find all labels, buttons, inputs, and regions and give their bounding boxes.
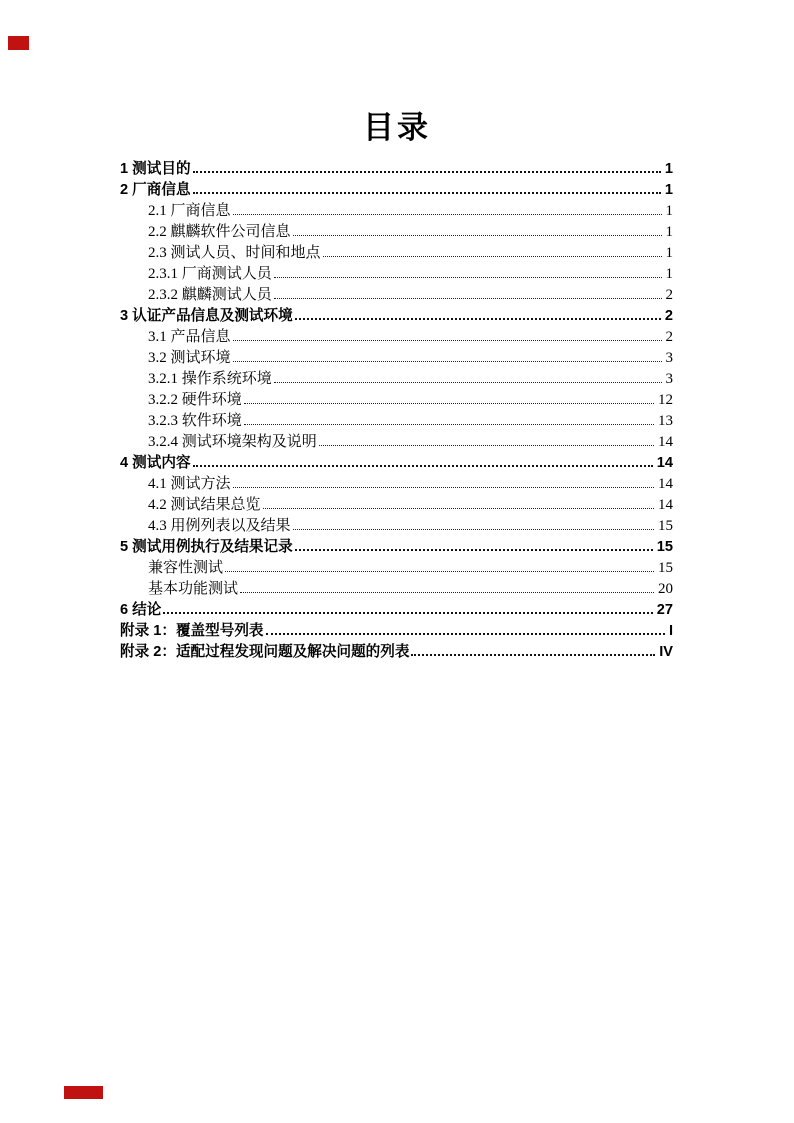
toc-entry-page-number: 15	[658, 560, 673, 576]
toc-entry-page-number: 12	[658, 392, 673, 408]
red-seal-fragment-top-left	[8, 36, 29, 50]
toc-entry-page-number: 14	[658, 434, 673, 450]
toc-entry-label: 2 厂商信息	[120, 182, 191, 198]
toc-entry-page-number: 1	[664, 182, 673, 198]
toc-entry-label: 3.2.1 操作系统环境	[148, 371, 272, 387]
toc-list	[120, 159, 673, 663]
toc-entry-label: 3.2.3 软件环境	[148, 413, 242, 429]
toc-entry-label: 4.2 测试结果总览	[148, 497, 261, 513]
toc-entry[interactable]	[120, 285, 673, 306]
toc-entry-page-number: 14	[658, 476, 673, 492]
toc-leader-dots	[293, 529, 654, 530]
toc-entry[interactable]	[120, 558, 673, 579]
toc-entry-page-number: 14	[656, 455, 673, 471]
toc-entry-label: 1 测试目的	[120, 161, 191, 177]
toc-entry[interactable]	[120, 348, 673, 369]
toc-leader-dots	[295, 549, 653, 551]
toc-entry-label: 6 结论	[120, 602, 162, 618]
toc-leader-dots	[193, 465, 653, 467]
toc-entry[interactable]	[120, 579, 673, 600]
toc-entry[interactable]	[120, 621, 673, 642]
toc-entry[interactable]	[120, 600, 673, 621]
toc-entry-label: 4.1 测试方法	[148, 476, 231, 492]
red-seal-fragment-bottom	[64, 1086, 103, 1099]
toc-entry-page-number: IV	[659, 644, 673, 660]
toc-entry-page-number: 27	[656, 602, 673, 618]
toc-entry[interactable]	[120, 453, 673, 474]
toc-entry-label: 4.3 用例列表以及结果	[148, 518, 291, 534]
toc-leader-dots	[193, 171, 661, 173]
toc-entry-label: 4 测试内容	[120, 455, 191, 471]
toc-entry-label: 兼容性测试	[148, 560, 224, 576]
toc-entry-label: 2.2 麒麟软件公司信息	[148, 224, 291, 240]
toc-entry-label: 3 认证产品信息及测试环境	[120, 308, 293, 324]
toc-entry[interactable]	[120, 432, 673, 453]
toc-leader-dots	[233, 340, 662, 341]
toc-leader-dots	[274, 298, 662, 299]
toc-entry[interactable]	[120, 306, 673, 327]
toc-entry[interactable]	[120, 159, 673, 180]
toc-entry-label: 附录 2：适配过程发现问题及解决问题的列表	[120, 644, 410, 660]
toc-entry-label: 2.1 厂商信息	[148, 203, 231, 219]
toc-leader-dots	[193, 192, 661, 194]
toc-entry[interactable]	[120, 474, 673, 495]
toc-entry[interactable]	[120, 411, 673, 432]
toc-leader-dots	[225, 571, 654, 572]
toc-entry[interactable]	[120, 537, 673, 558]
toc-entry-label: 3.2.4 测试环境架构及说明	[148, 434, 317, 450]
toc-entry-label: 附录 1：覆盖型号列表	[120, 623, 264, 639]
toc-leader-dots	[233, 361, 662, 362]
toc-entry-page-number: 2	[665, 329, 673, 345]
toc-leader-dots	[274, 277, 662, 278]
toc-entry-page-number: 1	[665, 245, 673, 261]
toc-leader-dots	[295, 318, 661, 320]
toc-entry-page-number: 2	[664, 308, 673, 324]
toc-leader-dots	[293, 235, 662, 236]
toc-leader-dots	[233, 214, 662, 215]
toc-entry-label: 3.1 产品信息	[148, 329, 231, 345]
toc-entry-page-number: 1	[665, 203, 673, 219]
toc-entry-label: 基本功能测试	[148, 581, 239, 597]
toc-leader-dots	[244, 403, 654, 404]
toc-entry-page-number: 3	[665, 371, 673, 387]
toc-entry[interactable]	[120, 264, 673, 285]
toc-entry-page-number: 1	[664, 161, 673, 177]
toc-leader-dots	[163, 612, 652, 614]
toc-entry-page-number: 3	[665, 350, 673, 366]
toc-entry-page-number: 14	[658, 497, 673, 513]
toc-leader-dots	[244, 424, 654, 425]
toc-leader-dots	[274, 382, 662, 383]
toc-entry-label: 2.3.2 麒麟测试人员	[148, 287, 272, 303]
toc-entry[interactable]	[120, 369, 673, 390]
toc-entry-page-number: 15	[658, 518, 673, 534]
toc-entry-label: 5 测试用例执行及结果记录	[120, 539, 293, 555]
toc-leader-dots	[266, 633, 665, 635]
toc-entry[interactable]	[120, 327, 673, 348]
toc-entry-page-number: 2	[665, 287, 673, 303]
toc-entry-page-number: 15	[656, 539, 673, 555]
toc-entry[interactable]	[120, 642, 673, 663]
toc-entry-page-number: 13	[658, 413, 673, 429]
toc-leader-dots	[240, 592, 654, 593]
toc-title: 目录	[363, 110, 431, 145]
toc-leader-dots	[263, 508, 654, 509]
toc-entry[interactable]	[120, 222, 673, 243]
toc-entry-label: 3.2.2 硬件环境	[148, 392, 242, 408]
toc-entry-page-number: 20	[658, 581, 673, 597]
toc-entry-page-number: 1	[665, 224, 673, 240]
toc-entry-page-number: 1	[665, 266, 673, 282]
toc-leader-dots	[319, 445, 654, 446]
toc-entry-label: 3.2 测试环境	[148, 350, 231, 366]
toc-entry-label: 2.3 测试人员、时间和地点	[148, 245, 321, 261]
toc-entry[interactable]	[120, 243, 673, 264]
toc-entry-label: 2.3.1 厂商测试人员	[148, 266, 272, 282]
toc-entry[interactable]	[120, 495, 673, 516]
toc-leader-dots	[233, 487, 654, 488]
toc-entry[interactable]	[120, 516, 673, 537]
toc-entry[interactable]	[120, 201, 673, 222]
toc-entry[interactable]	[120, 180, 673, 201]
toc-leader-dots	[323, 256, 662, 257]
toc-entry-page-number: I	[668, 623, 673, 639]
toc-entry[interactable]	[120, 390, 673, 411]
toc-leader-dots	[411, 654, 655, 656]
